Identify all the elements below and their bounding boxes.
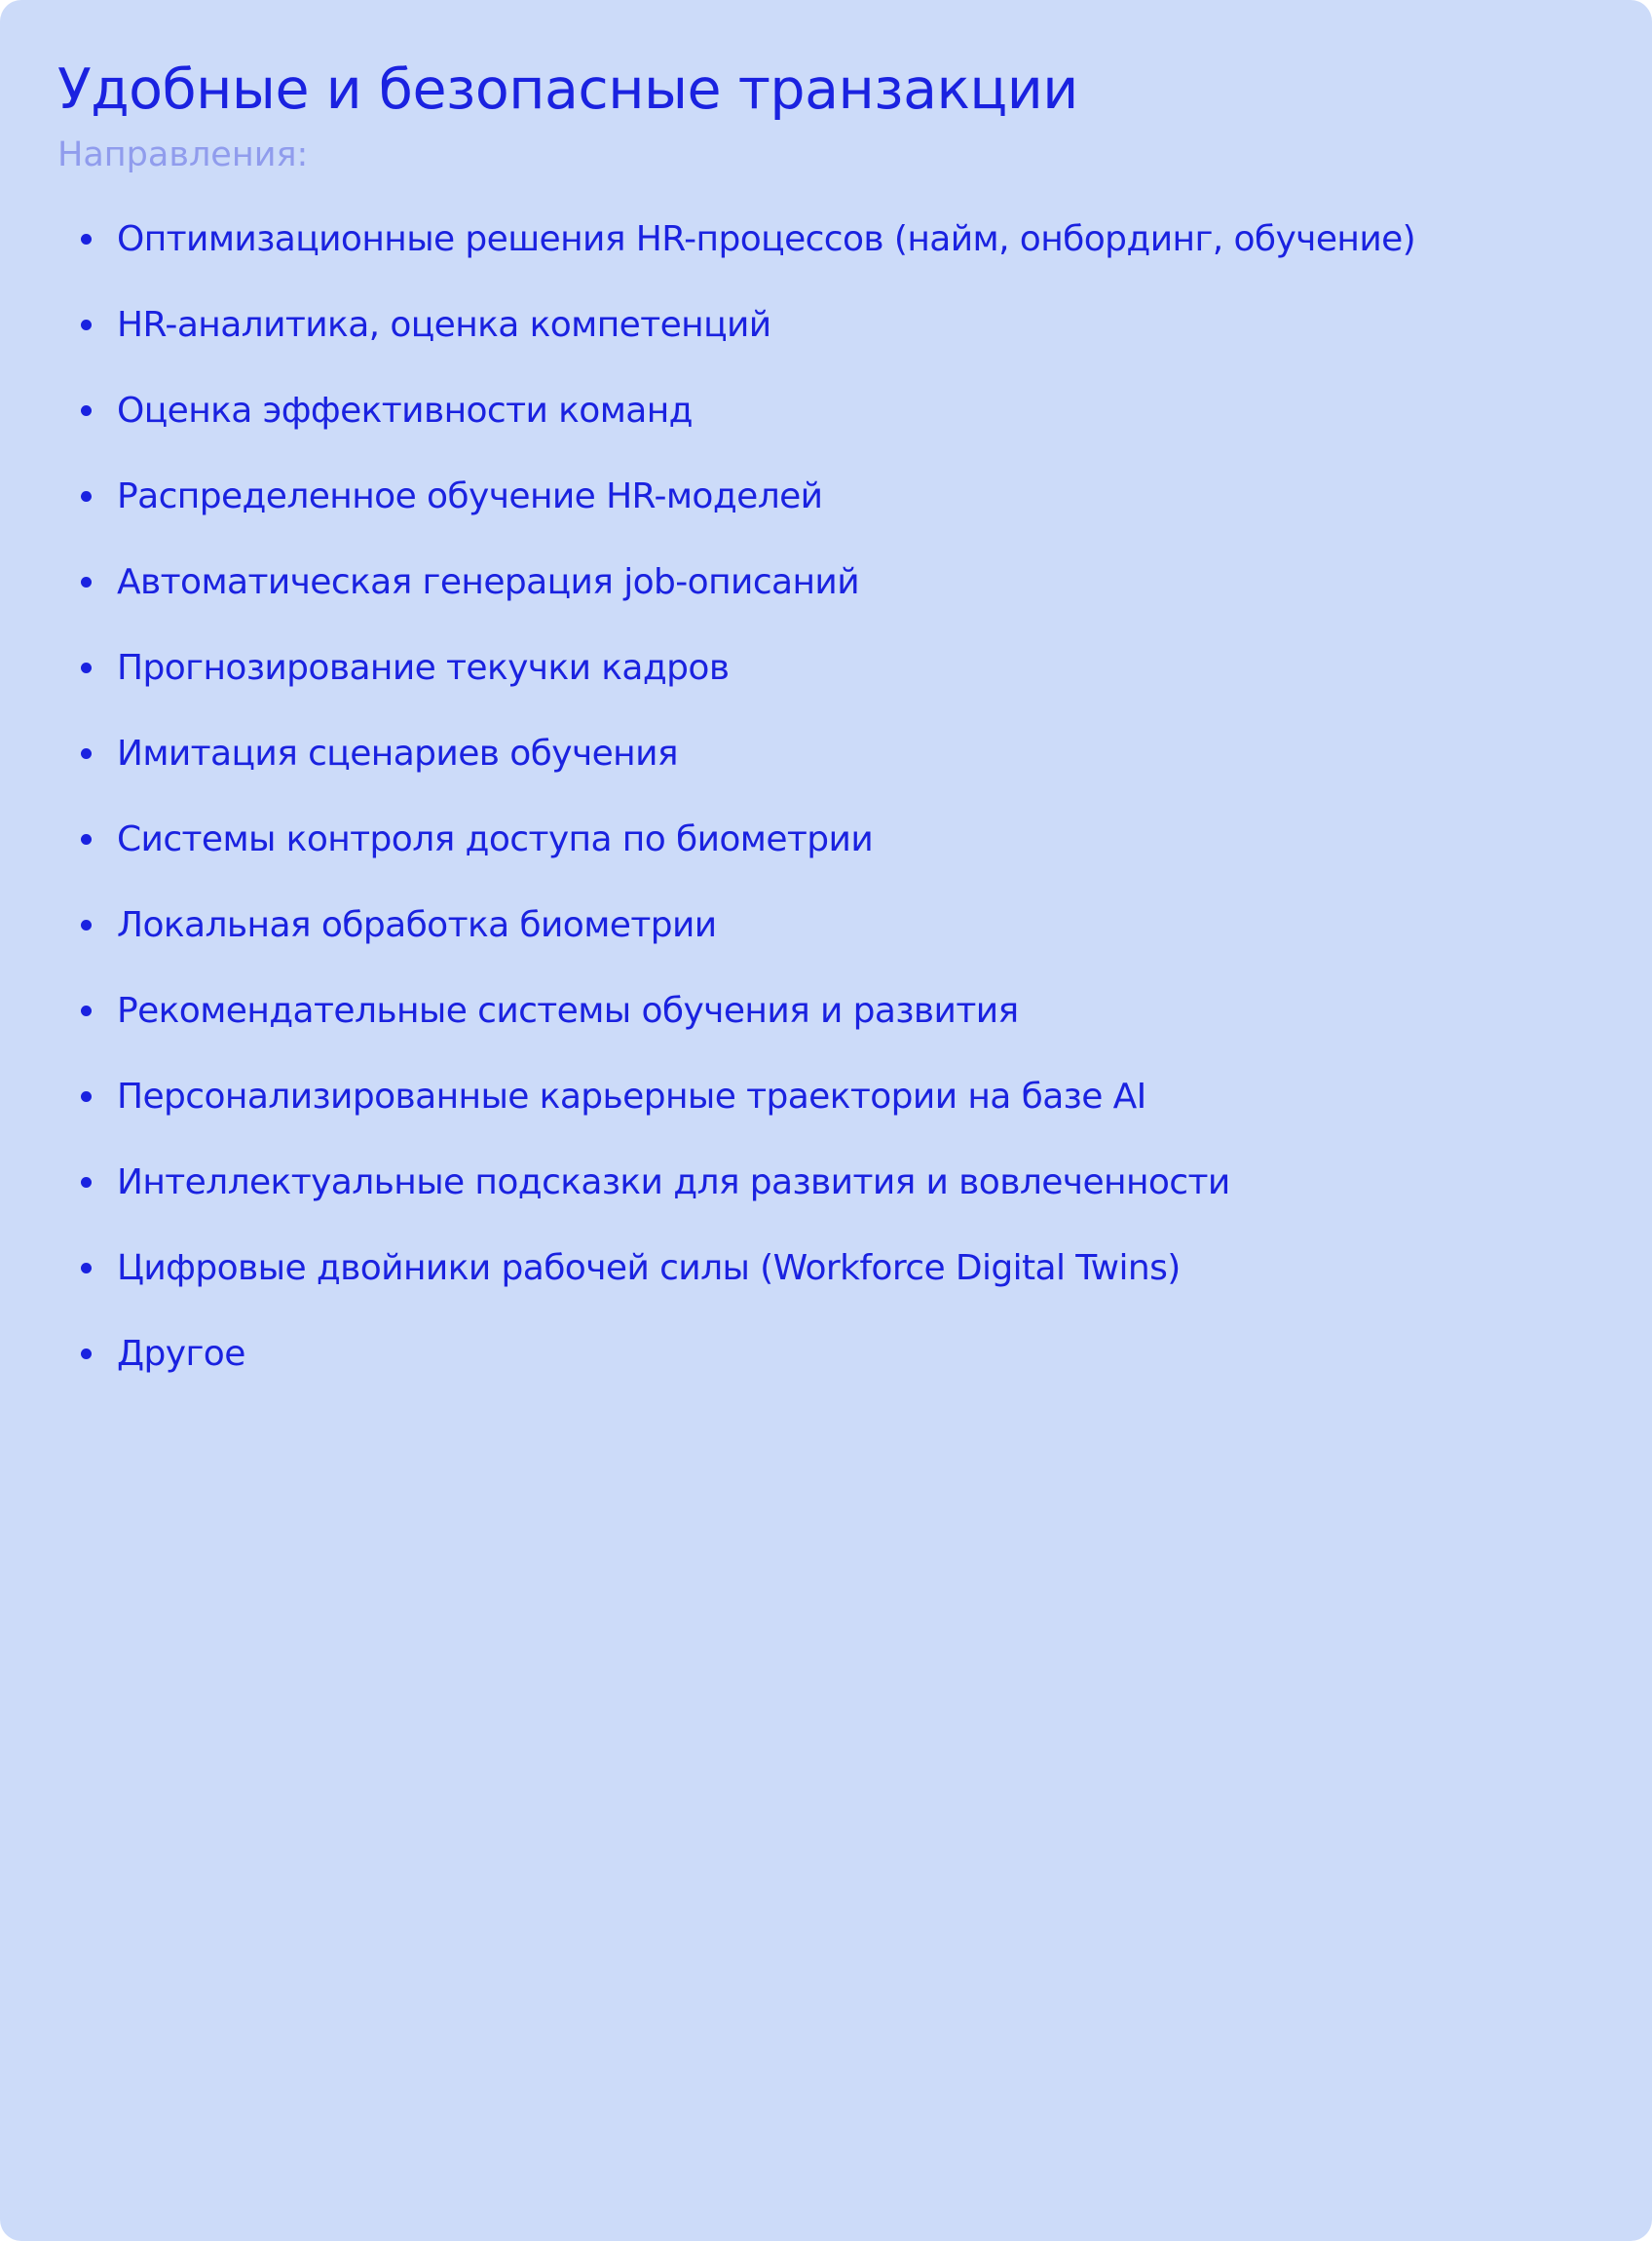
list-item (0, 540, 1415, 626)
directions-list (0, 197, 1415, 1397)
bullet-dot-icon (81, 663, 92, 673)
list-item-text: Цифровые двойники рабочей силы (Workforce Digital Twins) (117, 1248, 1181, 1288)
bullet-dot-icon (81, 1177, 92, 1188)
list-item-text: Распределенное обучение HR-моделей (117, 476, 823, 516)
list-item-text: HR-аналитика, оценка компетенций (117, 305, 771, 345)
list-item-text: Рекомендательные системы обучения и развития (117, 991, 1019, 1031)
list-item-text: Другое (117, 1334, 245, 1374)
bullet-dot-icon (81, 234, 92, 245)
list-item (0, 797, 1415, 883)
list-item (0, 283, 1415, 368)
list-item (0, 711, 1415, 797)
bullet-dot-icon (81, 834, 92, 845)
list-item-text: Имитация сценариев обучения (117, 734, 678, 774)
list-item (0, 368, 1415, 454)
list-item (0, 454, 1415, 540)
bullet-dot-icon (81, 1348, 92, 1359)
list-item (0, 1311, 1415, 1397)
bullet-dot-icon (81, 320, 92, 330)
bullet-dot-icon (81, 1091, 92, 1102)
list-item-text: Интеллектуальные подсказки для развития и вовлеченности (117, 1162, 1230, 1202)
list-item-text: Персонализированные карьерные траектории на базе AI (117, 1077, 1146, 1117)
list-item (0, 1054, 1415, 1140)
list-item (0, 1140, 1415, 1226)
list-item (0, 197, 1415, 283)
list-item-text: Автоматическая генерация job-описаний (117, 562, 860, 602)
bullet-dot-icon (81, 748, 92, 759)
bullet-dot-icon (81, 491, 92, 502)
card-title: Удобные и безопасные транзакции (57, 57, 1078, 122)
card-subtitle: Направления: (57, 135, 309, 174)
list-item (0, 1226, 1415, 1311)
list-item (0, 883, 1415, 969)
list-item-text: Системы контроля доступа по биометрии (117, 819, 874, 859)
bullet-dot-icon (81, 405, 92, 416)
list-item-text: Прогнозирование текучки кадров (117, 648, 730, 688)
bullet-dot-icon (81, 577, 92, 588)
list-item-text: Оптимизационные решения HR-процессов (найм, онбординг, обучение) (117, 219, 1416, 259)
list-item (0, 969, 1415, 1054)
bullet-dot-icon (81, 1263, 92, 1273)
list-item (0, 626, 1415, 711)
list-item-text: Локальная обработка биометрии (117, 905, 717, 945)
list-item-text: Оценка эффективности команд (117, 391, 693, 431)
bullet-dot-icon (81, 1006, 92, 1016)
bullet-dot-icon (81, 920, 92, 931)
